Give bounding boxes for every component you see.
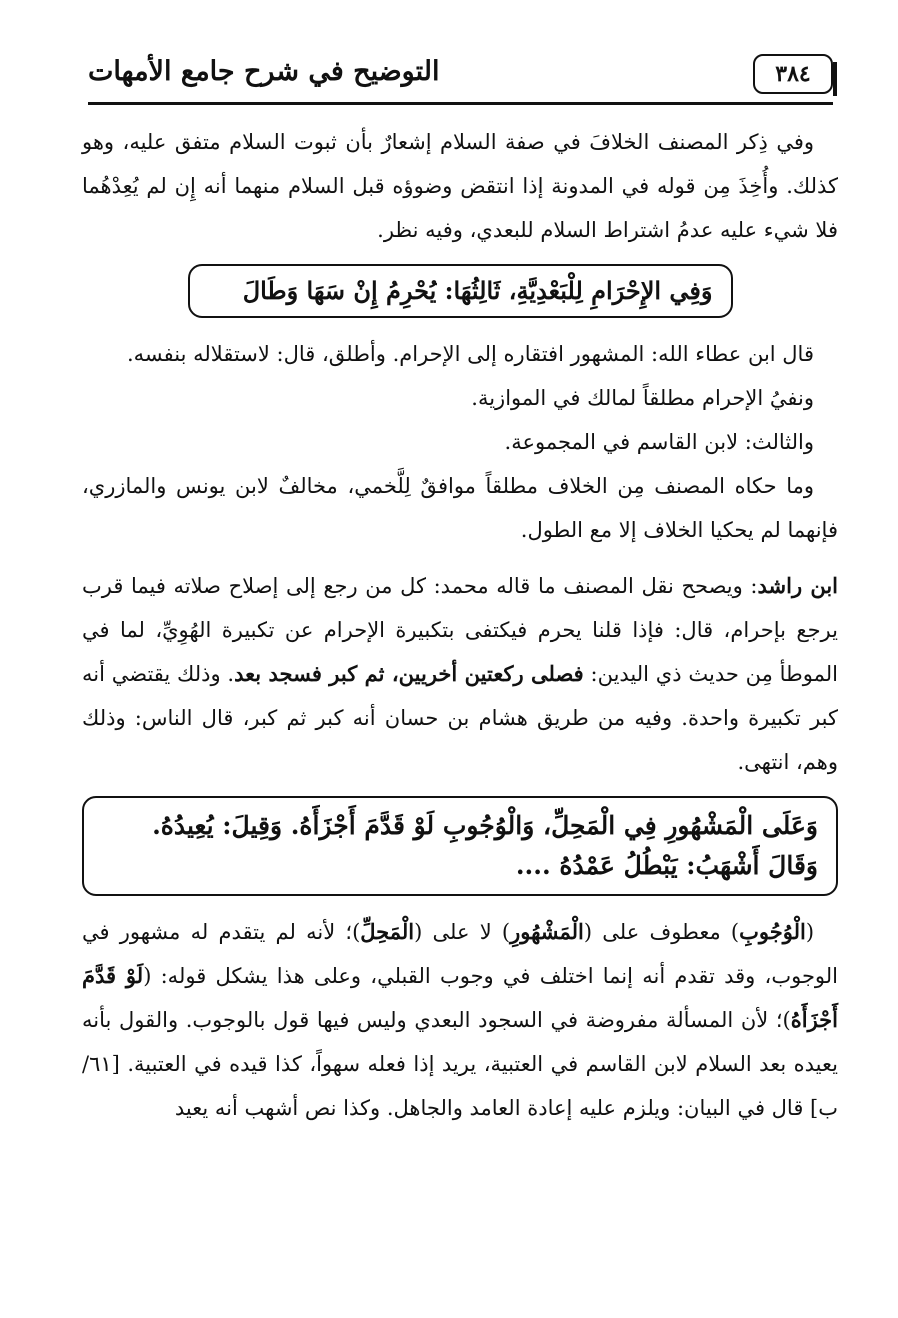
paragraph-text: )؛ لأنه لم يتقدم له مشهور في الوجوب، وقد تقدم أنه إنما اختلف في وجوب القبلي، وعلى هذا يشكل قوله: (: [82, 920, 839, 988]
paragraph-text: )؛ لأن المسألة مفروضة في السجود البعدي وليس فيها قول بالوجوب. والقول بأنه يعيده بعد السلام لابن القاسم في العتبية، يريد إذا فعله سهواً، كذا قيده في العتبية. [٦١/ ب] قال في البيان: ويلزم عليه إعادة العامد والجاهل. وكذا نص أشهب أنه يعيد: [82, 1008, 838, 1120]
matn-box: وَفِي الإِحْرَامِ لِلْبَعْدِيَّةِ، ثَالِثُهَا: يُحْرِمُ إِنْ سَهَا وَطَالَ: [188, 264, 733, 318]
paragraph-text: (: [805, 920, 815, 944]
paragraph: ونفيُ الإحرام مطلقاً لمالك في الموازية.: [471, 386, 814, 410]
page-body: [82, 120, 838, 1130]
quoted-term: الْوُجُوبِ: [739, 919, 806, 944]
matn-box: وَعَلَى الْمَشْهُورِ فِي الْمَحِلِّ، وَالْوُجُوبِ لَوْ قَدَّمَ أَجْزَأَهُ. وَقِيلَ: يُعِيدُهُ. وَقَالَ أَشْهَبُ: يَبْطُلُ عَمْدُهُ ....: [82, 796, 838, 896]
paragraph: وما حكاه المصنف مِن الخلاف مطلقاً موافقٌ لِلَّخمي، مخالفٌ لابن يونس والمازري، فإنهما لم يحكيا الخلاف إلا مع الطول.: [82, 474, 838, 542]
paragraph: قال ابن عطاء الله: المشهور افتقاره إلى الإحرام. وأطلق، قال: لاستقلاله بنفسه.: [126, 342, 814, 366]
paragraph-text: . وذلك يقتضي أنه كبر تكبيرة واحدة. وفيه من طريق هشام بن حسان أنه كبر ثم كبر، قال الناس: وذلك وهم، انتهى.: [82, 662, 838, 774]
paragraph-text: ) معطوف على (: [583, 920, 740, 944]
page-number: ٣٨٤: [753, 54, 833, 94]
quoted-term: لَوْ قَدَّمَ أَجْزَأَهُ: [82, 963, 838, 1032]
paragraph-text: : ويصحح نقل المصنف ما قاله محمد: كل من رجع إلى إصلاح صلاته فيما قرب يرجع بإحرام، قال: فإذا قلنا يحرم فيكتفى بتكبيرة الإحرام عن تكبيرة الهُوِيِّ، لما في الموطأ مِن حديث ذي اليدين:: [82, 574, 838, 686]
paragraph: والثالث: لابن القاسم في المجموعة.: [504, 430, 814, 454]
hadith-quote: فصلى ركعتين أخريين، ثم كبر فسجد بعد: [234, 661, 584, 686]
running-title: التوضيح في شرح جامع الأمهات: [88, 56, 440, 87]
quoted-term: الْمَحِلِّ: [360, 919, 415, 944]
running-header: [88, 40, 833, 105]
paragraph: [82, 910, 838, 1130]
paragraph-text: ) لا على (: [414, 920, 511, 944]
paragraph: [82, 564, 838, 784]
quoted-term: الْمَشْهُورِ: [510, 919, 584, 944]
scholar-name: ابن راشد: [757, 573, 838, 598]
paragraph: وفي ذِكر المصنف الخلافَ في صفة السلام إشعارٌ بأن ثبوت السلام متفق عليه، وهو كذلك. وأُخِذَ مِن قوله في المدونة إذا انتقض وضوؤه قبل السلام منهما أنه إِن لم يُعِدْهُما فلا شيء عليه عدمُ اشتراط السلام للبعدي، وفيه نظر.: [82, 130, 838, 242]
